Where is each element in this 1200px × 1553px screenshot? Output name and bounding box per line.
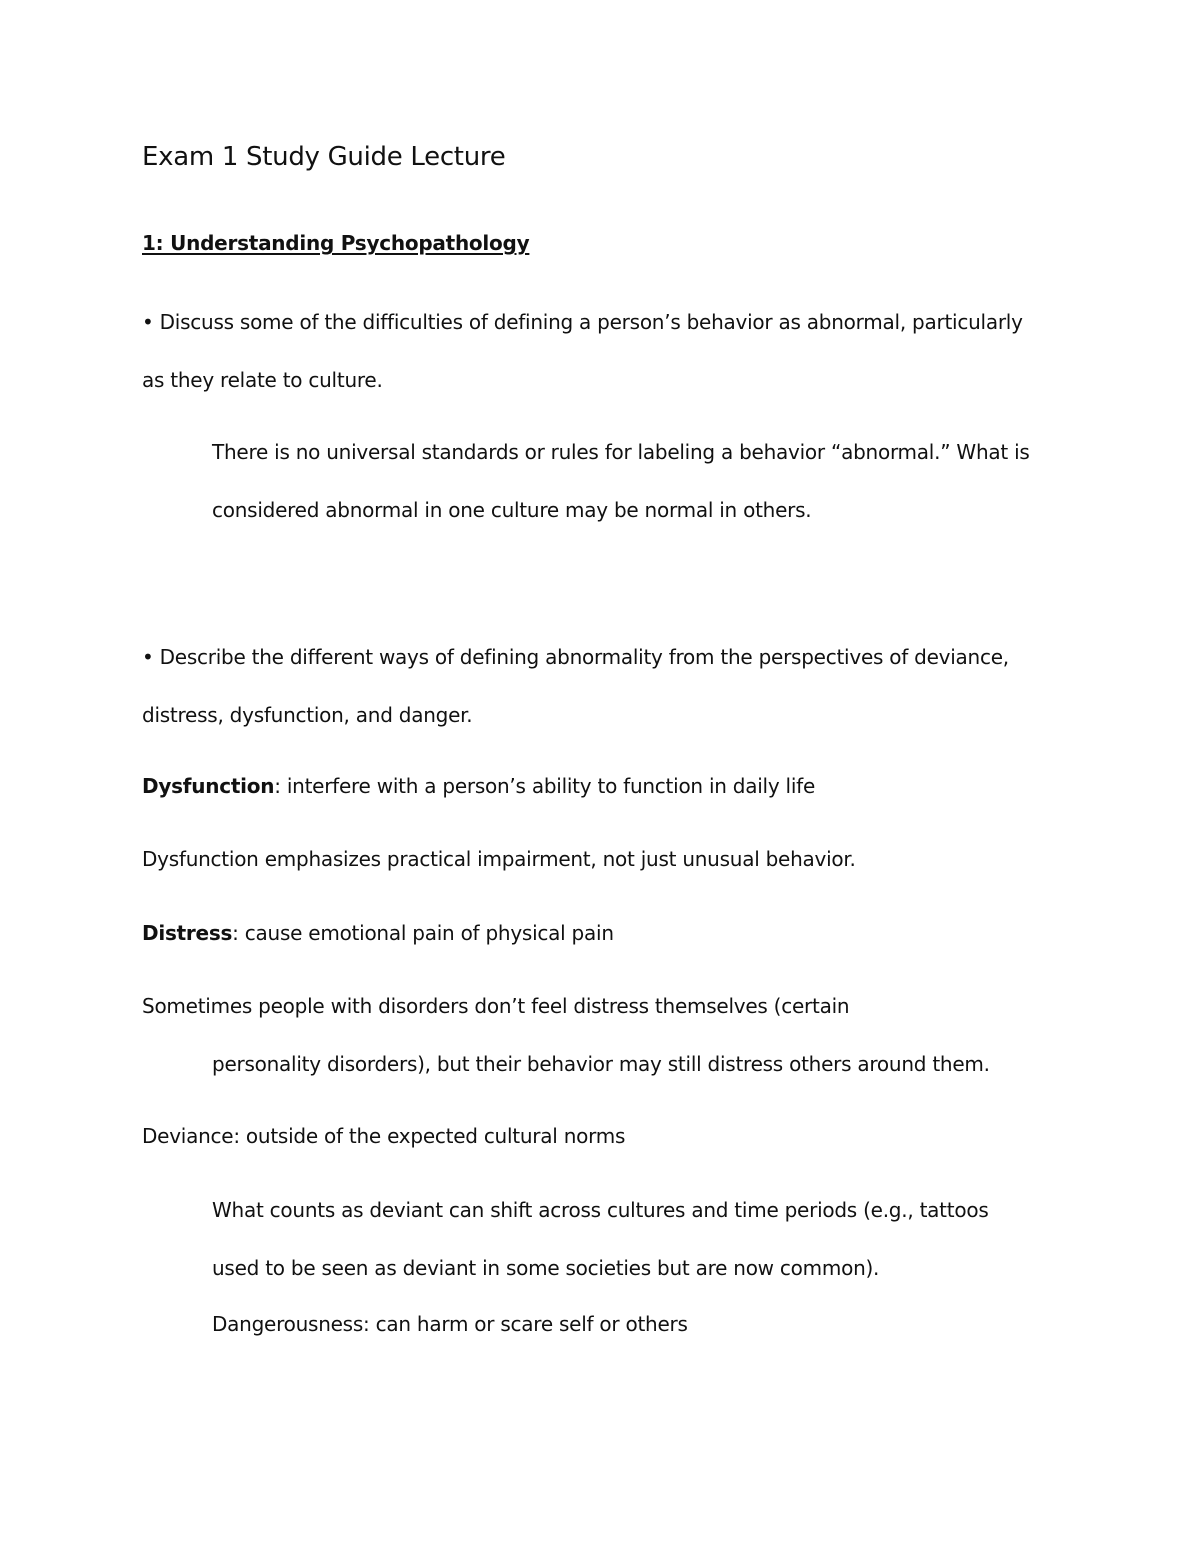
distress-definition <box>142 921 614 945</box>
bullet-question-1-line-2: as they relate to culture. <box>142 368 383 392</box>
dangerousness-definition: Dangerousness: can harm or scare self or others <box>212 1312 688 1336</box>
section-heading: 1: Understanding Psychopathology <box>142 231 530 255</box>
distress-term: Distress <box>142 921 233 945</box>
bullet-question-2-line-2: distress, dysfunction, and danger. <box>142 703 473 727</box>
dysfunction-term: Dysfunction <box>142 774 275 798</box>
dysfunction-note: Dysfunction emphasizes practical impairment, not just unusual behavior. <box>142 847 856 871</box>
bullet-question-1-line-1: • Discuss some of the difficulties of defining a person’s behavior as abnormal, particularly <box>142 310 1023 334</box>
bullet-question-2-line-1: • Describe the different ways of defining abnormality from the perspectives of deviance, <box>142 645 1009 669</box>
distress-text: : cause emotional pain of physical pain <box>232 921 614 945</box>
answer-1-line-1: There is no universal standards or rules for labeling a behavior “abnormal.” What is <box>212 440 1030 464</box>
document-title: Exam 1 Study Guide Lecture <box>142 142 506 172</box>
deviance-note-line-2: used to be seen as deviant in some societies but are now common). <box>212 1256 880 1280</box>
dysfunction-definition <box>142 774 815 798</box>
distress-note-line-2: personality disorders), but their behavior may still distress others around them. <box>212 1052 990 1076</box>
answer-1-line-2: considered abnormal in one culture may be normal in others. <box>212 498 812 522</box>
distress-note-line-1: Sometimes people with disorders don’t feel distress themselves (certain <box>142 994 850 1018</box>
dysfunction-text: : interfere with a person’s ability to function in daily life <box>274 774 816 798</box>
deviance-definition: Deviance: outside of the expected cultural norms <box>142 1124 626 1148</box>
deviance-note-line-1: What counts as deviant can shift across cultures and time periods (e.g., tattoos <box>212 1198 989 1222</box>
